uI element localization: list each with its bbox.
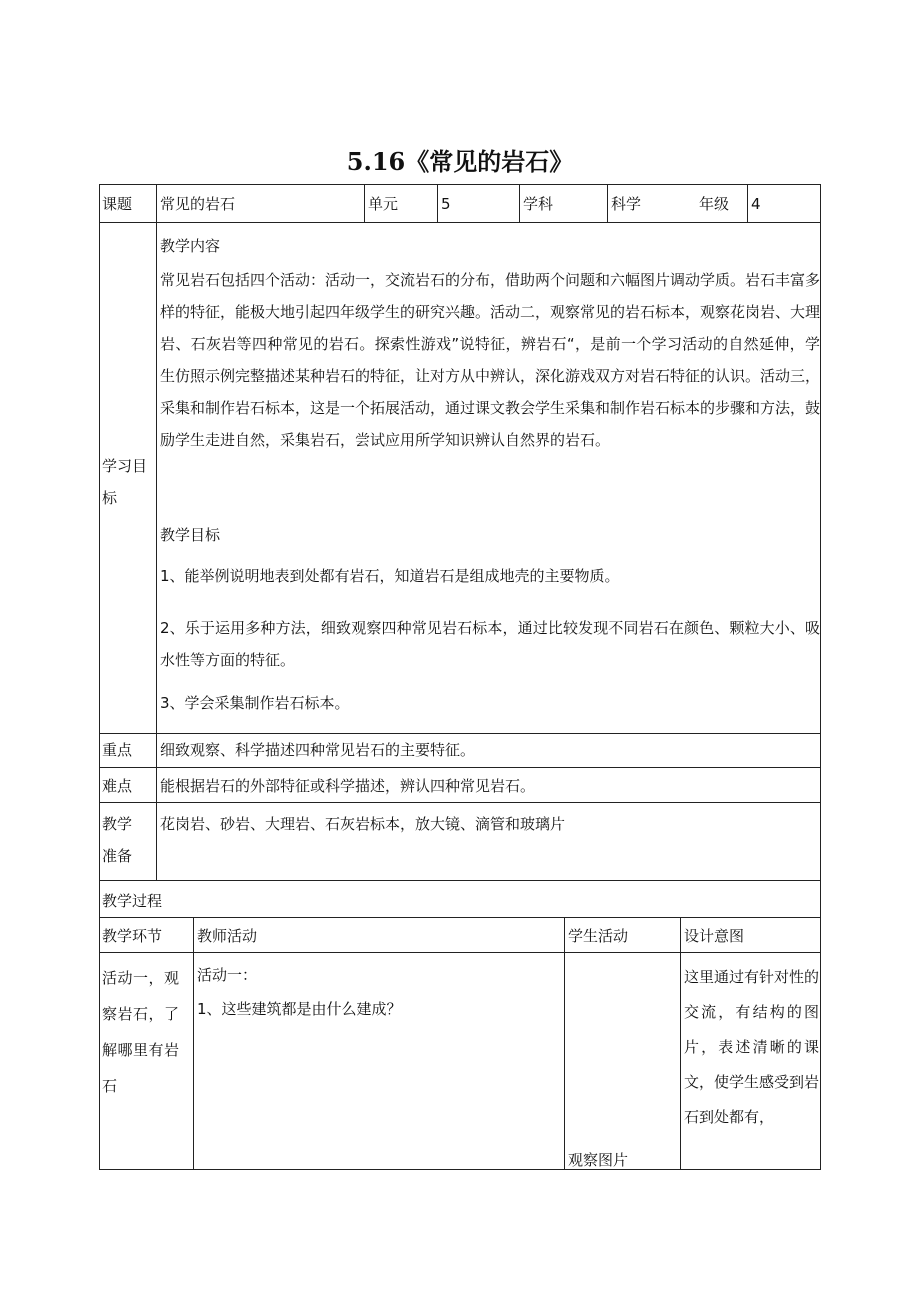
- objective-1: 1、能举例说明地表到处都有岩石，知道岩石是组成地壳的主要物质。: [160, 567, 620, 585]
- preparation-text: 花岗岩、砂岩、大理岩、石灰岩标本，放大镜、滴管和玻璃片: [160, 815, 566, 833]
- intent-cell: 这里通过有针对性的交流，有结构的图片，表述清晰的课文，使学生感受到岩石到处都有，: [684, 968, 820, 1126]
- topic-label: 课题: [102, 195, 133, 213]
- topic-value: 常见的岩石: [160, 195, 236, 213]
- col-divider: [519, 184, 520, 223]
- subject-label: 学科: [523, 195, 554, 213]
- row-divider: [99, 917, 821, 918]
- goals-label: 学习目标: [102, 457, 148, 507]
- col-divider: [156, 184, 157, 881]
- process-label: 教学过程: [102, 892, 163, 910]
- stage-cell: 活动一，观察岩石，了解哪里有岩石: [102, 969, 180, 1095]
- column-header-teacher: 教师活动: [197, 927, 258, 945]
- unit-value: 5: [441, 195, 451, 213]
- key-point-label: 重点: [102, 741, 133, 759]
- table-border-top: [99, 184, 821, 185]
- table-border-right: [820, 184, 821, 1170]
- content-paragraph: 常见岩石包括四个活动：活动一，交流岩石的分布，借助两个问题和六幅图片调动学质。岩石丰富多样的特征，能极大地引起四年级学生的研究兴趣。活动二，观察常见的岩石标本，观察花岗岩、大理岩、石灰岩等四种常见的岩石。探索性游戏”说特征，辨岩石“，是前一个学习活动的自然延伸，学生仿照示例完整描述某种岩石的特征，让对方从中辨认，深化游戏双方对岩石特征的认识。活动三，采集和制作岩石标本，这是一个拓展活动，通过课文教会学生采集和制作岩石标本的步骤和方法，鼓励学生走进自然，采集岩石，尝试应用所学知识辨认自然界的岩石。: [160, 271, 821, 449]
- grade-value: 4: [751, 195, 761, 213]
- preparation-label: 教学准备: [102, 815, 133, 865]
- column-header-student: 学生活动: [568, 927, 629, 945]
- col-divider: [564, 917, 565, 1170]
- col-divider: [680, 917, 681, 1170]
- page-title: 5.16《常见的岩石》: [346, 147, 574, 176]
- objective-2: 2、乐于运用多种方法，细致观察四种常见岩石标本，通过比较发现不同岩石在颜色、颗粒大小、吸水性等方面的特征。: [160, 619, 820, 669]
- content-heading: 教学内容: [160, 237, 221, 255]
- row-divider: [99, 802, 821, 803]
- row-divider: [99, 767, 821, 768]
- subject-value: 科学: [611, 195, 642, 213]
- column-header-intent: 设计意图: [684, 927, 745, 945]
- row-divider: [99, 880, 821, 881]
- key-point-text: 细致观察、科学描述四种常见岩石的主要特征。: [160, 741, 476, 759]
- row-divider: [99, 952, 821, 953]
- col-divider: [437, 184, 438, 223]
- col-divider: [607, 184, 608, 223]
- row-divider: [99, 222, 821, 223]
- grade-label: 年级: [699, 195, 730, 213]
- teacher-line-1: 活动一：: [197, 966, 258, 984]
- objective-3: 3、学会采集制作岩石标本。: [160, 694, 350, 712]
- objectives-heading: 教学目标: [160, 526, 221, 544]
- table-border-bottom: [99, 1169, 821, 1170]
- col-divider: [747, 184, 748, 223]
- student-cell: 观察图片: [568, 1151, 629, 1169]
- unit-label: 单元: [368, 195, 399, 213]
- col-divider: [364, 184, 365, 223]
- teacher-line-2: 1、这些建筑都是由什么建成？: [197, 1000, 402, 1018]
- difficulty-text: 能根据岩石的外部特征或科学描述，辨认四种常见岩石。: [160, 777, 536, 795]
- col-divider: [193, 917, 194, 1170]
- column-header-stage: 教学环节: [102, 927, 163, 945]
- difficulty-label: 难点: [102, 777, 133, 795]
- row-divider: [99, 733, 821, 734]
- table-border-left: [99, 184, 100, 1170]
